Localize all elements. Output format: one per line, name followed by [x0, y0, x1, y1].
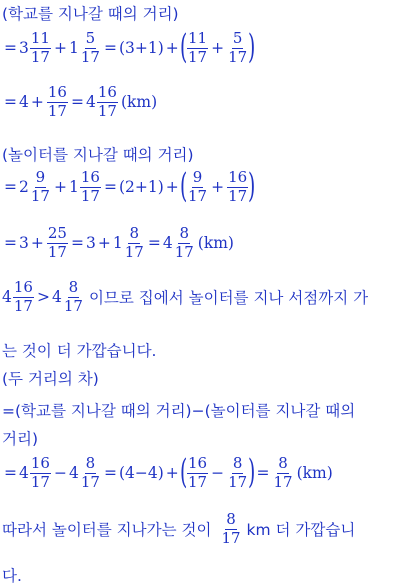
- fraction: $\frac{8}{17}$: [80, 454, 100, 491]
- fraction: $\frac{16}{17}$: [188, 454, 208, 491]
- whole: 1: [68, 178, 79, 197]
- fraction: $\frac{9}{17}$: [30, 168, 50, 205]
- fraction: $\frac{8}{17}$: [63, 278, 83, 315]
- whole: 4: [2, 288, 12, 307]
- heading-school-distance: (학교를 지나갈 때의 거리): [2, 5, 179, 23]
- fraction: $\frac{16}{17}$: [228, 168, 248, 205]
- whole: 3: [19, 39, 29, 58]
- group-whole: (2+1): [118, 178, 164, 197]
- fraction: $\frac{5}{17}$: [80, 29, 100, 66]
- fraction: $\frac{8}{17}$: [174, 224, 194, 261]
- fraction: $\frac{8}{17}$: [221, 510, 241, 547]
- group-whole: (3+1): [118, 39, 164, 58]
- equation-difference: = 4 $\frac{16}{17}$ − 4 $\frac{8}{17}$ = (4−4) + ( $\frac{16}{17}$ − $\frac{8}{17}$ ) = $\frac{8}{17}$ (km): [4, 452, 333, 493]
- fraction: $\frac{9}{17}$: [188, 168, 208, 205]
- equation-school-step1: = 3 $\frac{11}{17}$ + 1 $\frac{5}{17}$ = (3+1) + ( $\frac{11}{17}$ + $\frac{5}{17}$ ): [4, 27, 256, 68]
- whole: 2: [19, 178, 29, 197]
- whole: 4: [51, 288, 62, 307]
- whole: 4: [19, 93, 29, 112]
- conclusion-text-2: km 더 가깝습니: [246, 521, 356, 540]
- whole: 1: [112, 234, 123, 253]
- equation-playground-step2: = 3 + $\frac{25}{17}$ = 3 + 1 $\frac{8}{17}$ = 4 $\frac{8}{17}$ (km): [4, 224, 234, 261]
- whole: 4: [68, 464, 79, 483]
- comparison-text-cont: 는 것이 더 가깝습니다.: [2, 342, 157, 360]
- difference-expression-cont: 거리): [2, 430, 38, 448]
- conclusion-text-end: 다.: [2, 567, 22, 585]
- comparison-line: 4 $\frac{16}{17}$ > 4 $\frac{8}{17}$ 이므로 집에서 놀이터를 지나 서점까지 가: [2, 278, 369, 315]
- fraction: $\frac{16}{17}$: [47, 83, 67, 120]
- fraction: $\frac{8}{17}$: [124, 224, 144, 261]
- fraction: $\frac{11}{17}$: [188, 29, 208, 66]
- heading-difference: (두 거리의 차): [2, 370, 99, 388]
- unit-km: (km): [120, 93, 158, 112]
- fraction: $\frac{11}{17}$: [30, 29, 50, 66]
- fraction: $\frac{16}{17}$: [13, 278, 33, 315]
- group-whole: (4−4): [118, 464, 164, 483]
- fraction: $\frac{16}{17}$: [30, 454, 50, 491]
- whole: 1: [68, 39, 79, 58]
- fraction: $\frac{16}{17}$: [97, 83, 117, 120]
- equation-playground-step1: = 2 $\frac{9}{17}$ + 1 $\frac{16}{17}$ = (2+1) + ( $\frac{9}{17}$ + $\frac{16}{17}$ ): [4, 166, 256, 207]
- conclusion-text: 따라서 놀이터를 지나가는 것이: [2, 521, 212, 540]
- fraction: $\frac{16}{17}$: [80, 168, 100, 205]
- whole: 4: [162, 234, 173, 253]
- heading-playground-distance: (놀이터를 지나갈 때의 거리): [2, 146, 194, 164]
- whole: 4: [19, 464, 29, 483]
- fraction: $\frac{8}{17}$: [273, 454, 293, 491]
- conclusion-line: [2, 512, 398, 547]
- whole: 3: [19, 234, 29, 253]
- unit-km: (km): [197, 234, 234, 253]
- fraction: $\frac{25}{17}$: [47, 224, 67, 261]
- unit-km: (km): [296, 464, 333, 483]
- whole: 3: [85, 234, 96, 253]
- difference-expression: =(학교를 지나갈 때의 거리)−(놀이터를 지나갈 때의: [2, 402, 356, 420]
- equation-school-step2: = 4 + $\frac{16}{17}$ = 4 $\frac{16}{17}$ (km): [4, 83, 158, 120]
- whole: 4: [85, 93, 96, 112]
- fraction: $\frac{5}{17}$: [228, 29, 248, 66]
- comparison-text: 이므로 집에서 놀이터를 지나 서점까지 가: [88, 289, 369, 308]
- fraction: $\frac{8}{17}$: [228, 454, 248, 491]
